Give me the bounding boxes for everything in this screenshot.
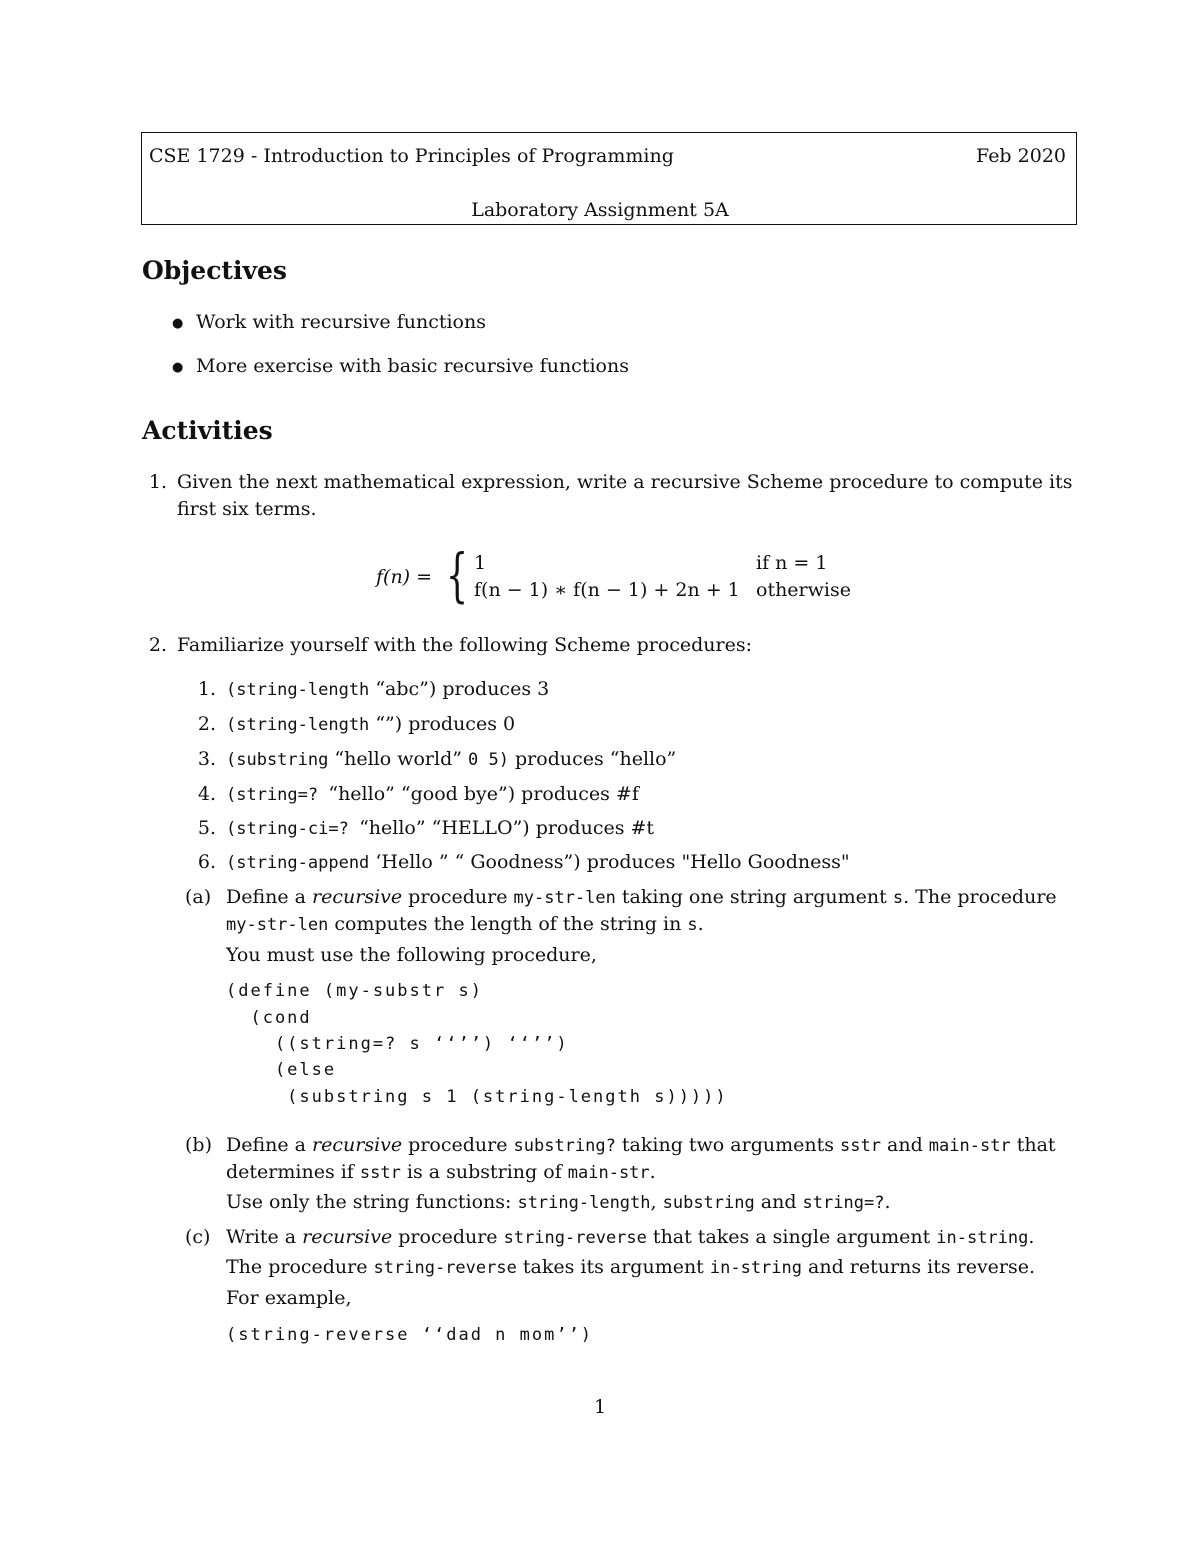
left-brace: { [446,541,469,609]
part-a-line1: Define a recursive procedure my-str-len taking one string argument s. The procedure [226,886,1057,908]
example-line: (string=? “hello” “good bye”) produces #f [226,783,639,805]
part-c-line3: For example, [226,1287,352,1309]
example-number: 2. [197,713,216,735]
code-line: (cond [226,1008,312,1028]
example-number: 4. [197,783,216,805]
example-line: (string-length “”) produces 0 [226,713,516,735]
formula-lhs: f(n) = [376,566,433,588]
objective-item: Work with recursive functions [196,311,486,333]
code-line: (else [226,1060,337,1080]
subpart-label: (a) [185,886,212,908]
part-b-line2: determines if sstr is a substring of main-str. [226,1161,656,1183]
objective-item: More exercise with basic recursive functions [196,355,629,377]
part-c-line1: Write a recursive procedure string-reverse that takes a single argument in-string. [226,1226,1035,1248]
case2-expression: f(n − 1) ∗ f(n − 1) + 2n + 1 [474,579,740,601]
bullet-icon: ● [172,360,184,375]
case1-condition: if n = 1 [756,552,828,574]
code-line: ((string=? s ‘‘’’) ‘‘’’) [226,1034,569,1054]
example-line: (string-ci=? “hello” “HELLO”) produces #t [226,817,655,839]
example-line: (string-append ‘Hello ” “ Goodness”) produces "Hello Goodness" [226,851,850,873]
example-number: 3. [197,748,216,770]
bullet-icon: ● [172,316,184,331]
case1-expression: 1 [474,552,487,574]
item-number: 2. [148,634,167,656]
example-number: 6. [197,851,216,873]
case2-condition: otherwise [756,579,851,601]
part-b-line1: Define a recursive procedure substring? taking two arguments sstr and main-str that [226,1134,1056,1156]
page-number: 1 [593,1396,607,1418]
course-title: CSE 1729 - Introduction to Principles of Programming [149,145,674,167]
example-number: 1. [197,678,216,700]
item1-text-line1: Given the next mathematical expression, write a recursive Scheme procedure to compute its [177,471,1073,493]
date: Feb 2020 [976,145,1066,167]
code-line: (substring s 1 (string-length s))))) [226,1087,728,1107]
item1-text-line2: first six terms. [177,498,317,520]
code-line: (string-reverse ‘‘dad n mom’’) [226,1325,594,1345]
part-b-line3: Use only the string functions: string-length, substring and string=?. [226,1191,891,1213]
item-number: 1. [148,471,167,493]
item2-intro: Familiarize yourself with the following Scheme procedures: [177,634,753,656]
code-line: (define (my-substr s) [226,981,483,1001]
objectives-heading: Objectives [142,256,287,285]
subpart-label: (c) [185,1226,211,1248]
subpart-label: (b) [185,1134,212,1156]
part-a-line3: You must use the following procedure, [226,944,597,966]
part-c-line2: The procedure string-reverse takes its argument in-string and returns its reverse. [226,1256,1036,1278]
example-number: 5. [197,817,216,839]
part-a-line2: my-str-len computes the length of the string in s. [226,913,704,935]
example-line: (string-length “abc”) produces 3 [226,678,550,700]
activities-heading: Activities [142,416,273,445]
example-line: (substring “hello world” 0 5) produces “hello” [226,748,677,770]
assignment-title: Laboratory Assignment 5A [471,199,729,221]
